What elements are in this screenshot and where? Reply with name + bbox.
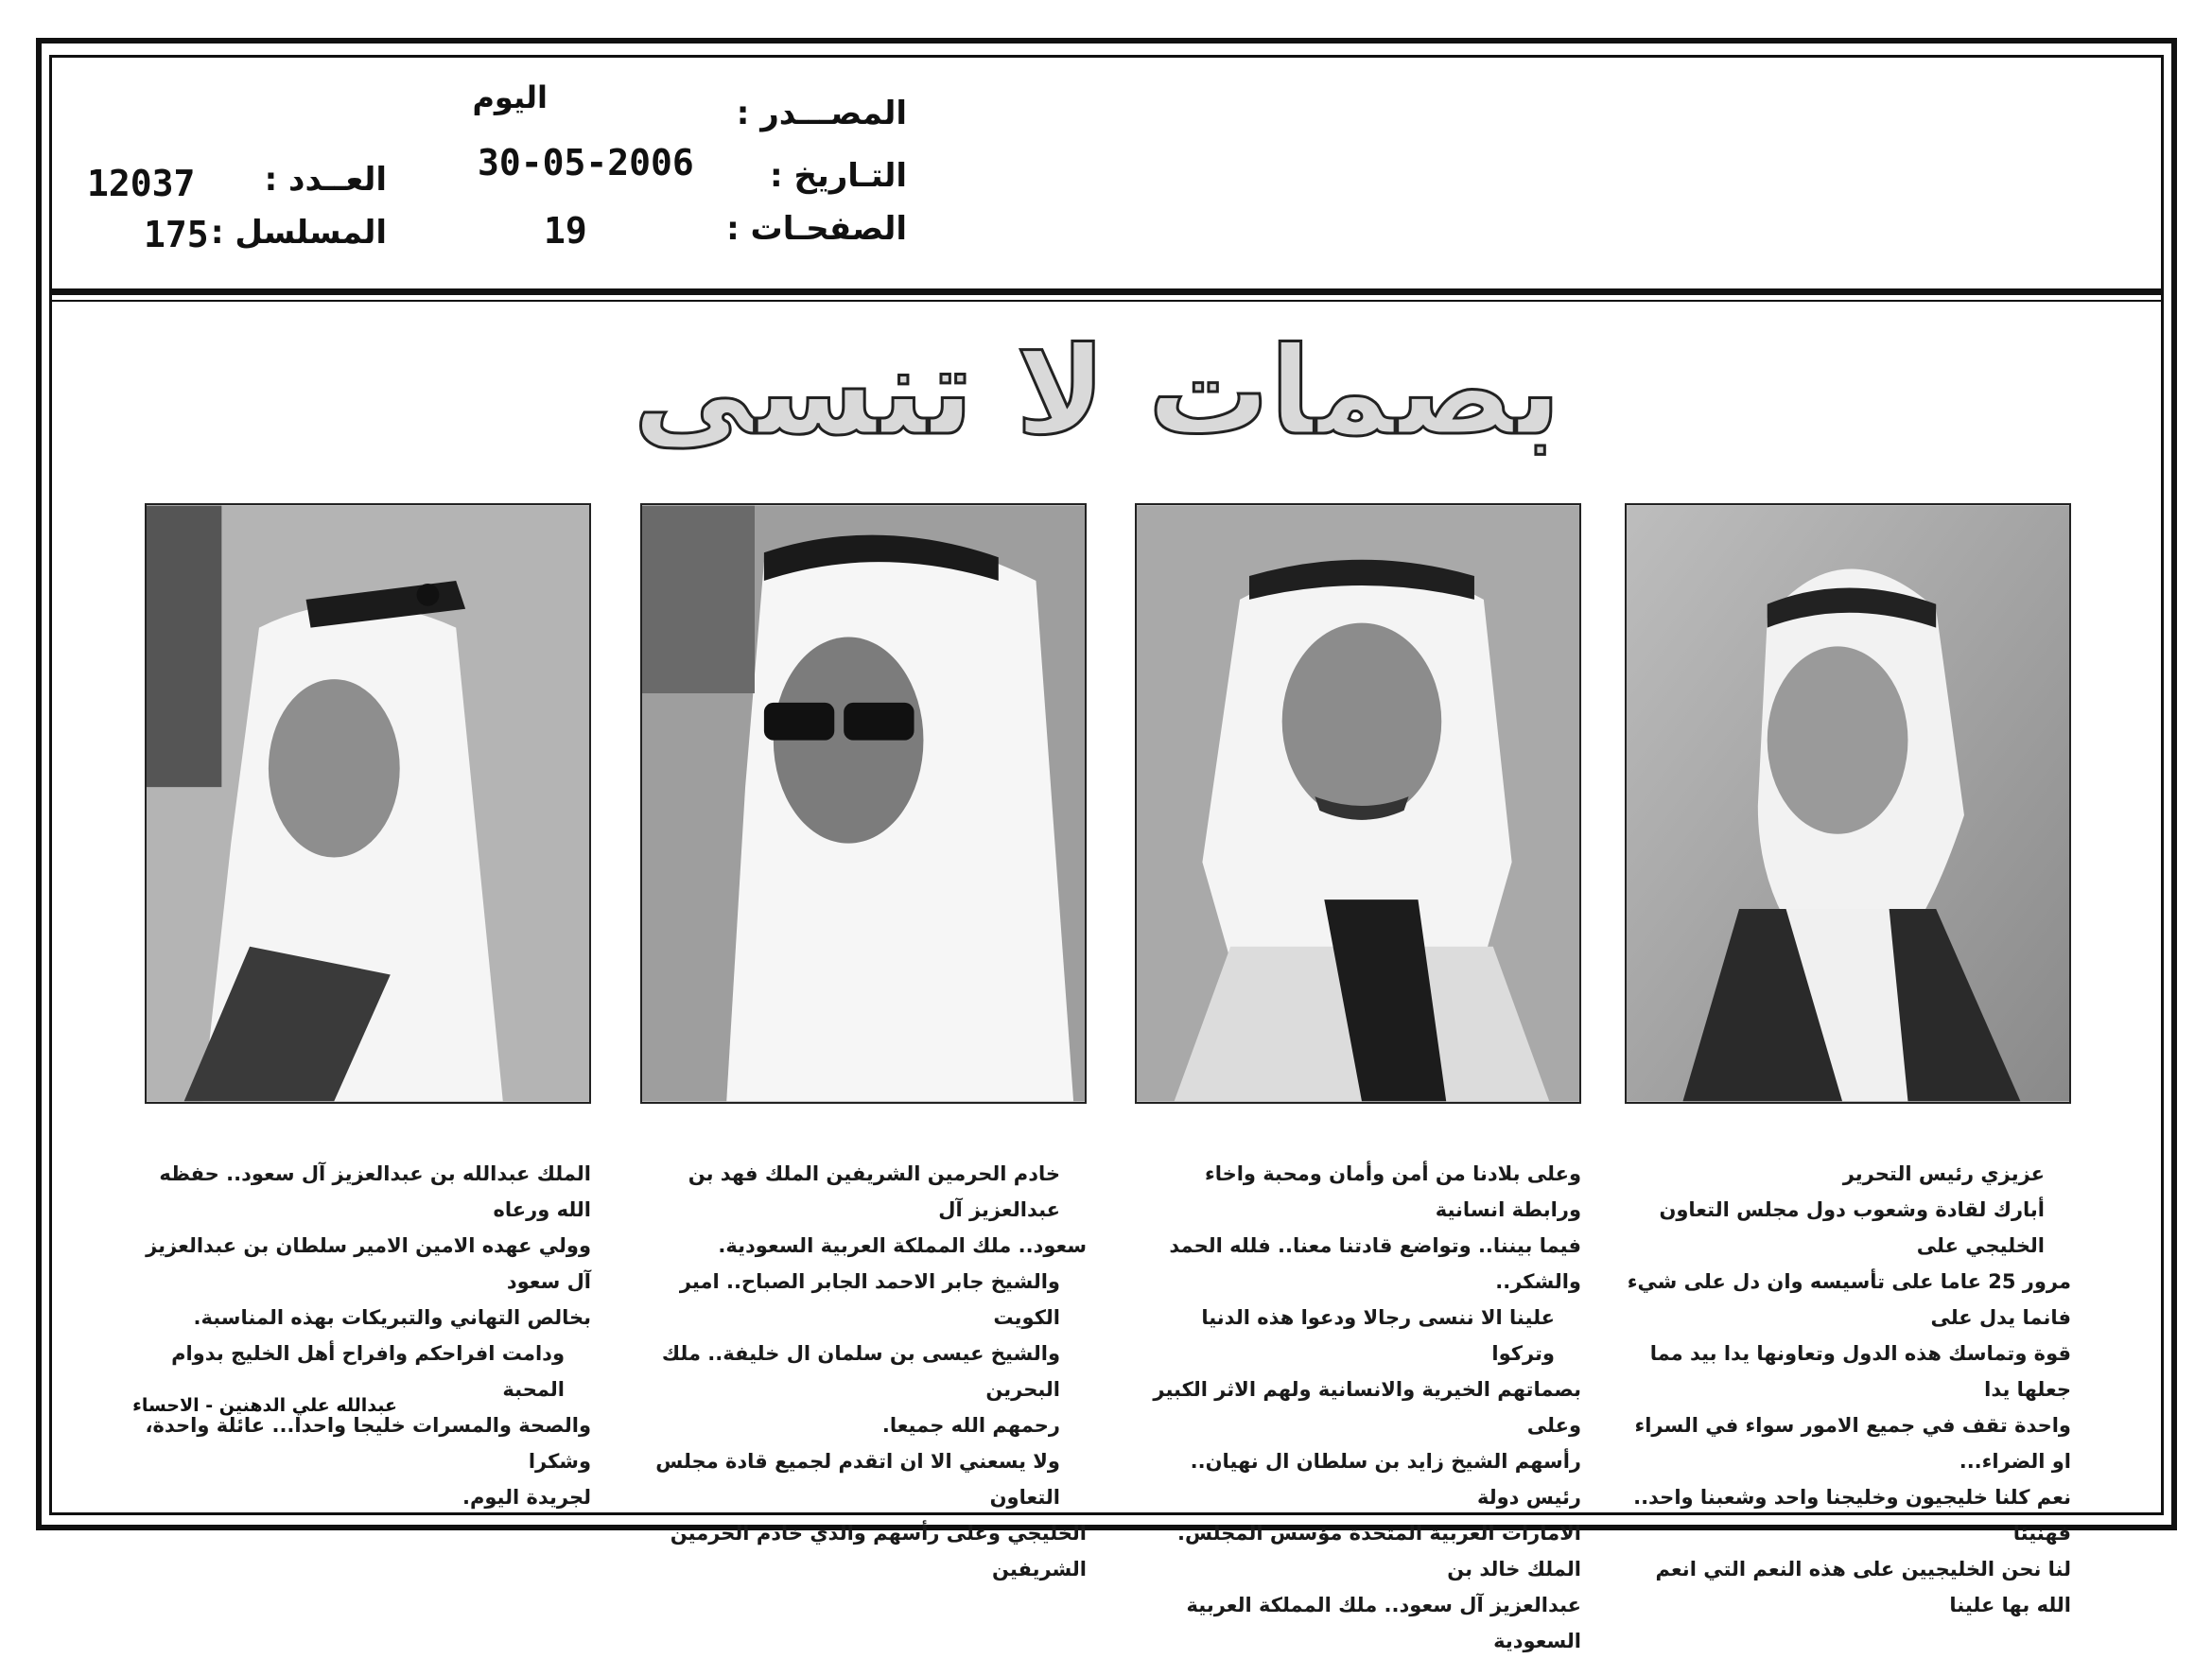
- serial-value: 175: [144, 214, 209, 255]
- column-line: أبارك لقادة وشعوب دول مجلس التعاون الخليجي على: [1659, 1198, 2045, 1257]
- source-value: اليوم: [472, 79, 548, 115]
- column-line: عبدالعزيز آل سعود.. ملك المملكة العربية السعودية: [1186, 1594, 1581, 1652]
- column-line: فيما بيننا.. وتواضع قادتنا معنا.. فلله الحمد والشكر..: [1169, 1234, 1581, 1293]
- column-line: الملك عبدالله بن عبدالعزيز آل سعود.. حفظه الله ورعاه: [159, 1162, 591, 1221]
- date-value: 30-05-2006: [478, 142, 694, 183]
- column-line: لنا نحن الخليجيين على هذه النعم التي انعم الله بها علينا: [1655, 1558, 2071, 1616]
- column-line: عزيزي رئيس التحرير: [1842, 1162, 2045, 1185]
- pages-label: الصفحـات :: [726, 210, 907, 248]
- source-label: المصـــدر :: [736, 95, 907, 132]
- column-line: بخالص التهاني والتبريكات بهذه المناسبة.: [193, 1306, 591, 1329]
- column-line: بصماتهم الخيرية والانسانية ولهم الاثر الكبير وعلى: [1153, 1378, 1581, 1437]
- article-headline: بصمات لا تنسى: [633, 322, 1561, 463]
- column-line: والشيخ جابر الاحمد الجابر الصباح.. امير الكويت: [679, 1270, 1060, 1329]
- column-line: والصحة والمسرات خليجا واحدا... عائلة واحدة، وشكرا: [145, 1414, 591, 1473]
- serial-label: المسلسل :: [210, 214, 387, 252]
- column-line: نعم كلنا خليجيون وخليجنا واحد وشعبنا واحد.. فهنيئا: [1633, 1486, 2071, 1545]
- text-column-3: [640, 1156, 1087, 1587]
- text-column-2: [1135, 1156, 1581, 1659]
- header-divider-thin: [49, 300, 2164, 302]
- portrait-photo-icon: [147, 505, 589, 1102]
- pages-value: 19: [544, 210, 587, 252]
- column-line: واحدة تقف في جميع الامور سواء في السراء او الضراء...: [1634, 1414, 2071, 1473]
- column-line: سعود.. ملك المملكة العربية السعودية.: [718, 1234, 1087, 1257]
- portrait-photo-icon: [642, 505, 1085, 1102]
- portrait-photo-3: [640, 503, 1087, 1104]
- column-line: رحمهم الله جميعا.: [881, 1414, 1060, 1437]
- portrait-photo-1: [1625, 503, 2071, 1104]
- text-column-4: [145, 1156, 591, 1515]
- header-divider: [49, 288, 2164, 295]
- issue-value: 12037: [87, 163, 196, 204]
- column-line: وولي عهده الامين الامير سلطان بن عبدالعزيز آل سعود: [146, 1234, 591, 1293]
- portrait-photo-4: [145, 503, 591, 1104]
- column-line: الخليجي وعلى رأسهم والدي خادم الحرمين الشريفين: [670, 1522, 1087, 1580]
- column-line: مرور 25 عاما على تأسيسه وان دل على شيء فانما يدل على: [1627, 1270, 2071, 1329]
- column-line: رأسهم الشيخ زايد بن سلطان ال نهيان.. رئيس دولة: [1190, 1450, 1581, 1509]
- column-line: ودامت افراحكم وافراح أهل الخليج بدوام المحبة: [171, 1342, 565, 1401]
- column-line: علينا الا ننسى رجالا ودعوا هذه الدنيا وتركوا: [1201, 1306, 1555, 1365]
- portrait-photo-icon: [1137, 505, 1579, 1102]
- issue-label: العــدد :: [264, 161, 387, 199]
- letter-signature: عبدالله علي الدهنين - الاحساء: [132, 1395, 397, 1416]
- text-column-1: [1625, 1156, 2071, 1623]
- column-line: خادم الحرمين الشريفين الملك فهد بن عبدالعزيز آل: [688, 1162, 1060, 1221]
- column-line: ولا يسعني الا ان اتقدم لجميع قادة مجلس التعاون: [655, 1450, 1060, 1509]
- portrait-photo-2: [1135, 503, 1581, 1104]
- column-line: قوة وتماسك هذه الدول وتعاونها يدا بيد مما جعلها يدا: [1649, 1342, 2071, 1401]
- column-line: وعلى بلادنا من أمن وأمان ومحبة واخاء ورابطة انسانية: [1204, 1162, 1581, 1221]
- column-line: والشيخ عيسى بن سلمان ال خليفة.. ملك البحرين: [661, 1342, 1060, 1401]
- column-line: الامارات العربية المتحدة مؤسس المجلس. الملك خالد بن: [1177, 1522, 1581, 1580]
- portrait-photo-icon: [1627, 505, 2069, 1102]
- column-line: لجريدة اليوم.: [462, 1486, 591, 1509]
- date-label: التـاريخ :: [770, 157, 907, 195]
